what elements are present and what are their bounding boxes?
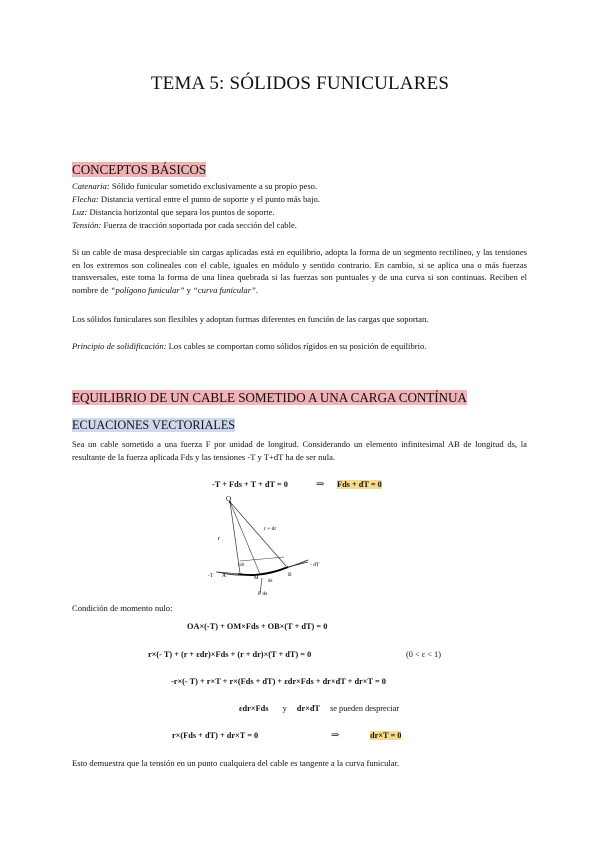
vector-r-dr-line: [230, 502, 286, 566]
term-poligono-funicular: “polígono funicular”: [110, 284, 185, 295]
label-r: r: [218, 536, 220, 542]
paragraph-flexible-solids: Los sólidos funiculares son flexibles y adoptan formas diferentes en función de las cargas que soportan.: [72, 314, 429, 324]
definition-term: Catenaria:: [72, 181, 110, 191]
page-title: TEMA 5: SÓLIDOS FUNICULARES: [150, 73, 450, 94]
implies-arrow-2: ⇒: [331, 730, 340, 741]
cable-element-diagram: [200, 494, 340, 598]
vector-dr-line: [240, 557, 284, 561]
definition-text: Sólido funicular sometido exclusivamente a su propio peso.: [109, 181, 318, 191]
equation-6-left: r×(Fds + dT) + dr×T = 0: [172, 731, 259, 740]
equation-2: OA×(-T) + OM×Fds + OB×(T + dT) = 0: [187, 622, 328, 631]
section-heading-conceptos-text: CONCEPTOS BÁSICOS: [72, 162, 206, 177]
section-heading-equilibrio: [72, 390, 467, 406]
label-m: M: [254, 576, 259, 581]
subheading-ecuaciones-text: ECUACIONES VECTORIALES: [72, 418, 236, 432]
definition-tension: [72, 219, 297, 231]
definition-text: Distancia vertical entre el punto de soporte y el punto más bajo.: [98, 194, 320, 204]
implies-arrow: ⇒: [316, 479, 325, 490]
label-eps-dr: εdr: [238, 563, 245, 568]
negligible-note: se pueden despreciar: [330, 704, 400, 713]
subheading-ecuaciones: [72, 418, 235, 433]
definition-luz: [72, 206, 275, 218]
definition-catenaria: [72, 180, 317, 192]
definition-text: Fuerza de tracción soportada por cada sección del cable.: [101, 220, 297, 230]
definition-flecha: [72, 193, 320, 205]
conjunction-y: y: [282, 704, 287, 713]
equation-6-right: [370, 731, 401, 740]
equation-4: -r×(- T) + r×T + r×(Fds + dT) + εdr×Fds + dr×dT + dr×T = 0: [171, 677, 386, 686]
label-minus-dt: - dT: [310, 562, 320, 568]
term-dr-dt: dr×dT: [296, 704, 320, 713]
equation-1-right-text: Fds + dT = 0: [337, 480, 382, 489]
label-o: O: [226, 495, 232, 503]
definition-term: Tensión:: [72, 220, 102, 230]
principle-text: Los cables se comportan como sólidos rígidos en su posición de equilibrio.: [166, 341, 427, 351]
term-eps-dr-fds: εdr×Fds: [239, 704, 269, 713]
equation-5: [239, 704, 399, 713]
paragraph-solidification: [72, 340, 426, 352]
definition-term: Flecha:: [72, 194, 99, 204]
label-a: A: [222, 573, 226, 579]
paragraph-cable-equilibrium: [72, 246, 527, 296]
definition-term: Luz:: [72, 207, 88, 217]
principle-term: Principio de solidificación:: [72, 341, 167, 351]
condition-label: Condición de momento nulo:: [72, 603, 173, 613]
section-heading-conceptos: [72, 162, 206, 178]
equation-3-condition: (0 < ε < 1): [406, 650, 441, 659]
label-f-ds: F ds: [258, 591, 268, 597]
term-curva-funicular: “curva funicular”: [193, 284, 256, 295]
paragraph-text: Si un cable de masa despreciable sin cargas aplicadas está en equilibrio, adopta la forma de un segmento rectilíneo, y las tensiones en los extremos son colineales con el cable, iguales en módulo y sentido contrario. En cambio, si se aplica una o más fuerzas transversales, este toma la forma de una línea quebrada si las fuerzas son puntuales y de una curva si son continuas. Reciben el nombre de: [72, 247, 527, 295]
paragraph-cable-element: Sea un cable sometido a una fuerza F por unidad de longitud. Considerando un elemento infinitesimal AB de longitud ds, la resultante de la fuerza aplicada Fds y las tensiones -T y T+dT ha de ser nula.: [72, 439, 527, 462]
equation-1-right: [337, 480, 382, 489]
vector-om-line: [230, 502, 260, 574]
cable-element-ab: [238, 567, 288, 575]
label-minus-t: -T: [208, 573, 214, 579]
section-heading-equilibrio-text: EQUILIBRIO DE UN CABLE SOMETIDO A UNA CARGA CONTÍNUA: [72, 390, 467, 405]
paragraph-text: y: [184, 284, 194, 295]
definition-text: Distancia horizontal que separa los puntos de soporte.: [87, 207, 275, 217]
equation-3: r×(- T) + (r + εdr)×Fds + (r + dr)×(T + dT) = 0: [148, 650, 312, 659]
label-b: B: [288, 572, 292, 578]
conclusion-paragraph: Esto demuestra que la tensión en un punto cualquiera del cable es tangente a la curva funicular.: [72, 758, 400, 768]
equation-1-left: -T + Fds + T + dT = 0: [212, 480, 288, 489]
paragraph-text: .: [255, 284, 258, 295]
equation-6-right-text: dr×T = 0: [370, 731, 402, 740]
label-ds: ds: [268, 579, 273, 584]
cable-curve: [218, 560, 308, 575]
tension-dt-arrow: [288, 562, 308, 567]
label-r-plus-dr: r + dr: [264, 526, 277, 532]
